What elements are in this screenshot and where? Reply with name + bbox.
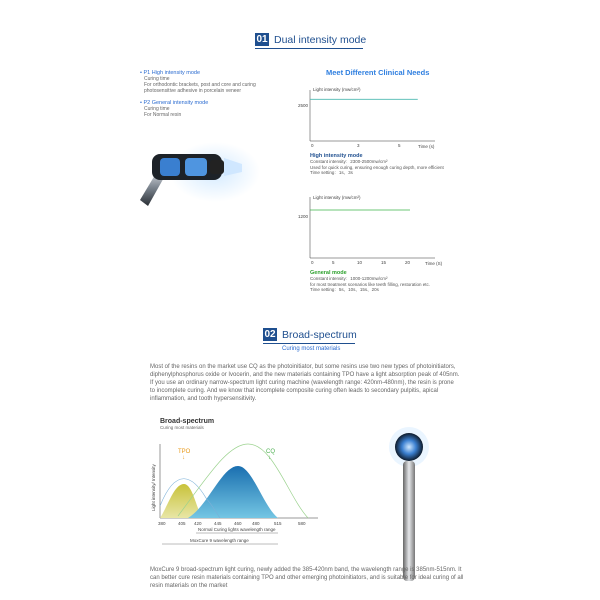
- x-tick: 0: [311, 143, 314, 148]
- spectrum-header: [160, 418, 214, 430]
- section-title: Dual intensity mode: [274, 33, 367, 46]
- spectrum-subtitle: Curing most materials: [160, 425, 204, 430]
- cq-arrow-icon: ↓: [268, 455, 271, 461]
- x-tick: 0: [311, 260, 314, 265]
- x-tick: 480: [252, 521, 260, 526]
- y-axis-label: Light intensity (mw/cm²): [313, 87, 361, 92]
- x-tick: 15: [381, 260, 387, 265]
- x-tick: 460: [234, 521, 242, 526]
- mode-title: P2 General intensity mode: [143, 100, 209, 106]
- note-line: Time setting：5s、10s、15s、20s: [310, 287, 379, 292]
- spectrum-chart: [148, 436, 323, 551]
- mode-heading: High intensity mode: [310, 153, 363, 159]
- mode-heading: General mode: [310, 270, 347, 276]
- footer-paragraph: MoxCure 9 broad-spectrum light curing, newly added the 385-420nm band, the wavelength range is 385nm-515nm. It can better cure resin materials containing TPO and other emerging photoinitiators, and is suitable for ideal curing of all resin materials on the market: [150, 567, 464, 589]
- mode-p2: • P2 General intensity mode Curing time For Normal resin: [140, 100, 290, 118]
- section-number: 02: [264, 329, 276, 340]
- x-tick: 380: [158, 521, 166, 526]
- mode-list: [140, 70, 290, 118]
- x-tick: 405: [178, 521, 186, 526]
- section-02-header: [263, 328, 357, 341]
- x-tick: 580: [298, 521, 306, 526]
- y-value-label: 2500: [298, 103, 309, 108]
- mode-line: For Normal resin: [144, 112, 182, 118]
- mode-line: Curing time: [144, 76, 170, 82]
- x-tick: 5: [398, 143, 401, 148]
- tpo-label: TPO: [178, 449, 191, 455]
- spectrum-title: Broad-spectrum: [160, 418, 215, 425]
- curing-light-device-image: [130, 140, 260, 220]
- cq-absorption-curve: [188, 466, 278, 518]
- x-axis-label: Time (S): [425, 261, 443, 266]
- mode-line: For orthodontic brackets, post and core and curing: [144, 82, 256, 88]
- x-tick: 20: [405, 260, 411, 265]
- intro-paragraph: Most of the resins on the market use CQ as the photoinitiator, but some resins use two new types of photoinitiators, diphenylphosphorus oxide or Ivocerin, and the new materials containing TPO have a light absorption peak of 405nm. If you use an ordinary narrow-spectrum light curing machine (wavelength range: 420nm-480nm), the resin is prone to incomplete curing. And we know that incomplete composite curing often leads to secondary pulpitis, apical inflammation, and tooth hypersensitivity.: [150, 364, 460, 402]
- mode-title: P1 High intensity mode: [143, 70, 201, 76]
- x-tick: 10: [357, 260, 363, 265]
- tpo-arrow-icon: ↓: [182, 455, 185, 461]
- section-number: 01: [256, 34, 268, 45]
- mode-line: Curing time: [144, 106, 170, 112]
- y-value-label: 1200: [298, 214, 309, 219]
- note-line: Constant intensity：2300-2500mw/cm²: [310, 159, 388, 164]
- section-underline: [255, 48, 363, 49]
- right-title: Meet Different Clinical Needs: [326, 68, 430, 77]
- y-axis-label: Light intensity (mw/cm²): [313, 195, 361, 200]
- x-axis-label: Time (s): [418, 144, 435, 149]
- note-line: Constant intensity：1000-1200mw/cm²: [310, 276, 388, 281]
- note-line: Used for quick curing, ensuring enough curing depth, more efficient: [310, 164, 444, 170]
- mode-p1: • P1 High intensity mode Curing time For orthodontic brackets, post and core and curing photosensitive adhesive in porcelain veneer: [140, 70, 290, 94]
- section-01-header: [255, 33, 366, 46]
- high-mode-notes: [310, 153, 460, 176]
- general-mode-notes: [310, 270, 470, 293]
- normal-range-label: Normal Curing lights wavelength range: [198, 527, 276, 532]
- note-line: Time setting：1s、3s: [310, 170, 353, 175]
- x-tick: 515: [274, 521, 282, 526]
- section-title: Broad-spectrum: [282, 328, 357, 341]
- curing-wand-image: [385, 425, 445, 585]
- y-axis-label: Light intensity/ Intensity: [151, 464, 156, 511]
- note-line: for most treatment scenarios like teeth filling, restoration etc.: [310, 281, 431, 287]
- cq-label: CQ: [266, 449, 275, 455]
- high-intensity-chart: [295, 85, 465, 155]
- section-underline: [263, 343, 355, 344]
- x-tick: 445: [214, 521, 222, 526]
- section-subtitle: Curing most materials: [282, 346, 341, 352]
- mode-line: photosensitive adhesive in porcelain veneer: [144, 88, 242, 94]
- moxcure-range-label: MoxCure 9 wavelength range: [190, 538, 249, 543]
- general-intensity-chart: [295, 192, 465, 267]
- x-tick: 5: [332, 260, 335, 265]
- x-tick: 420: [194, 521, 202, 526]
- x-tick: 3: [357, 143, 360, 148]
